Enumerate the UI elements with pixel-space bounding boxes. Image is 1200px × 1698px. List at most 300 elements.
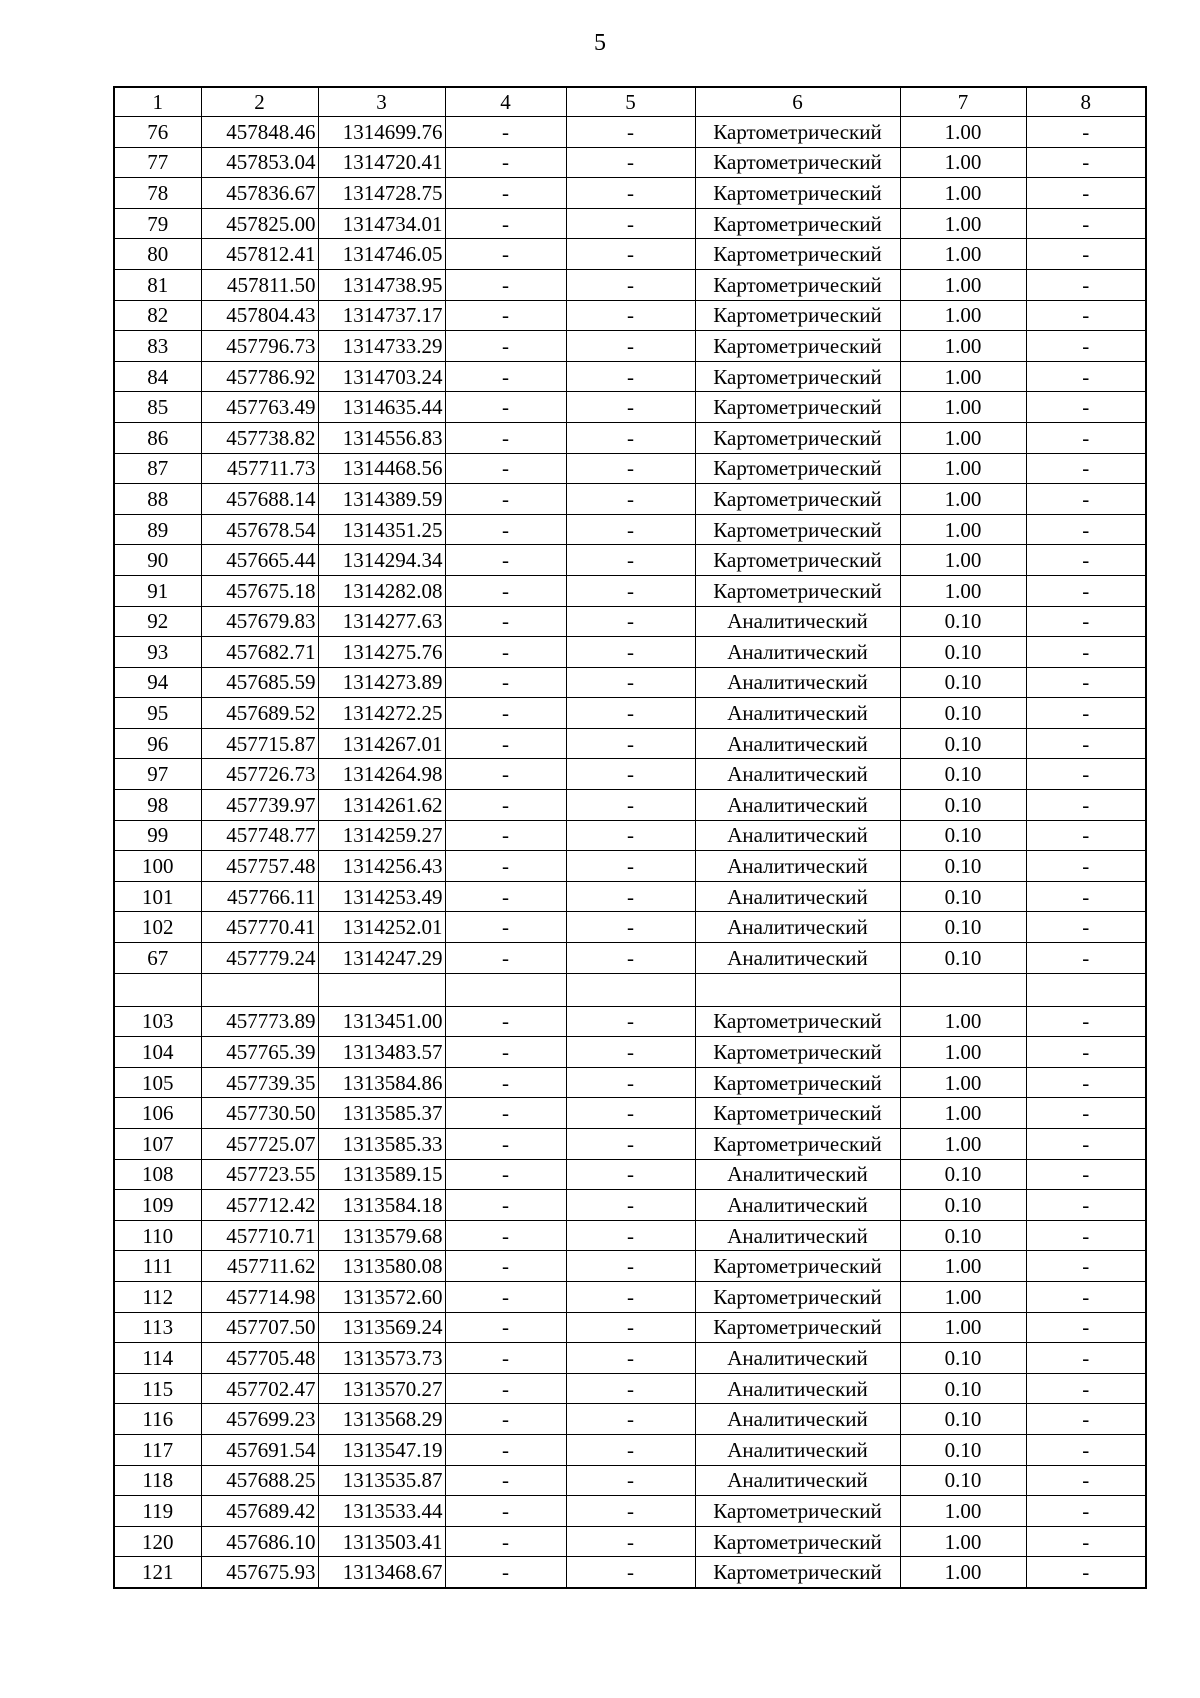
col4-cell: - <box>445 912 566 943</box>
method-cell: Картометрический <box>695 484 900 515</box>
col8-cell: - <box>1026 453 1146 484</box>
method-cell: Картометрический <box>695 1496 900 1527</box>
col5-cell: - <box>566 147 695 178</box>
method-cell: Аналитический <box>695 606 900 637</box>
y-coordinate-cell: 1314733.29 <box>318 331 445 362</box>
y-coordinate-cell: 1314294.34 <box>318 545 445 576</box>
x-coordinate-cell: 457678.54 <box>201 514 318 545</box>
col5-cell: - <box>566 239 695 270</box>
col8-cell: - <box>1026 331 1146 362</box>
table-row <box>114 422 1146 453</box>
accuracy-cell: 0.10 <box>900 820 1026 851</box>
col4-cell: - <box>445 881 566 912</box>
point-number-cell: 118 <box>114 1465 201 1496</box>
method-cell: Аналитический <box>695 698 900 729</box>
y-coordinate-cell: 1314247.29 <box>318 943 445 974</box>
y-coordinate-cell: 1314277.63 <box>318 606 445 637</box>
method-cell: Аналитический <box>695 1465 900 1496</box>
accuracy-cell: 1.00 <box>900 1281 1026 1312</box>
y-coordinate-cell: 1314556.83 <box>318 422 445 453</box>
table-row <box>114 1526 1146 1557</box>
point-number-cell: 81 <box>114 269 201 300</box>
x-coordinate-cell: 457853.04 <box>201 147 318 178</box>
col5-cell: - <box>566 117 695 148</box>
table-row <box>114 1037 1146 1068</box>
y-coordinate-cell: 1313580.08 <box>318 1251 445 1282</box>
col8-cell: - <box>1026 1159 1146 1190</box>
column-header-7: 7 <box>900 87 1026 117</box>
accuracy-cell: 1.00 <box>900 117 1026 148</box>
accuracy-cell: 0.10 <box>900 1373 1026 1404</box>
col5-cell: - <box>566 453 695 484</box>
x-coordinate-cell: 457836.67 <box>201 178 318 209</box>
table-row <box>114 1190 1146 1221</box>
y-coordinate-cell: 1314468.56 <box>318 453 445 484</box>
x-coordinate-cell: 457682.71 <box>201 637 318 668</box>
col4-cell: - <box>445 239 566 270</box>
y-coordinate-cell: 1313533.44 <box>318 1496 445 1527</box>
y-coordinate-cell: 1314738.95 <box>318 269 445 300</box>
col4-cell: - <box>445 178 566 209</box>
table-row <box>114 117 1146 148</box>
col8-cell: - <box>1026 759 1146 790</box>
col8-cell: - <box>1026 117 1146 148</box>
method-cell: Картометрический <box>695 331 900 362</box>
accuracy-cell: 0.10 <box>900 790 1026 821</box>
table-row <box>114 575 1146 606</box>
col8-cell: - <box>1026 269 1146 300</box>
table-row <box>114 1557 1146 1588</box>
accuracy-cell: 1.00 <box>900 453 1026 484</box>
col8-cell: - <box>1026 1373 1146 1404</box>
accuracy-cell: 0.10 <box>900 698 1026 729</box>
y-coordinate-cell: 1313451.00 <box>318 1006 445 1037</box>
col5-cell: - <box>566 514 695 545</box>
accuracy-cell: 1.00 <box>900 1098 1026 1129</box>
x-coordinate-cell: 457804.43 <box>201 300 318 331</box>
x-coordinate-cell: 457748.77 <box>201 820 318 851</box>
page-number: 5 <box>594 30 606 56</box>
col4-cell: - <box>445 514 566 545</box>
col8-cell: - <box>1026 1190 1146 1221</box>
accuracy-cell: 0.10 <box>900 912 1026 943</box>
accuracy-cell: 0.10 <box>900 1190 1026 1221</box>
y-coordinate-cell: 1314267.01 <box>318 728 445 759</box>
table-row <box>114 1496 1146 1527</box>
accuracy-cell: 1.00 <box>900 239 1026 270</box>
col4-cell: - <box>445 361 566 392</box>
point-number-cell: 117 <box>114 1434 201 1465</box>
col5-cell: - <box>566 1006 695 1037</box>
x-coordinate-cell: 457723.55 <box>201 1159 318 1190</box>
accuracy-cell: 1.00 <box>900 545 1026 576</box>
col4-cell: - <box>445 1006 566 1037</box>
x-coordinate-cell: 457705.48 <box>201 1343 318 1374</box>
method-cell: Картометрический <box>695 453 900 484</box>
accuracy-cell: 1.00 <box>900 1526 1026 1557</box>
method-cell: Аналитический <box>695 667 900 698</box>
accuracy-cell: 0.10 <box>900 943 1026 974</box>
col8-cell: - <box>1026 1281 1146 1312</box>
y-coordinate-cell: 1313589.15 <box>318 1159 445 1190</box>
col8-cell: - <box>1026 361 1146 392</box>
x-coordinate-cell: 457730.50 <box>201 1098 318 1129</box>
y-coordinate-cell: 1314261.62 <box>318 790 445 821</box>
method-cell: Аналитический <box>695 637 900 668</box>
method-cell: Картометрический <box>695 392 900 423</box>
col8-cell: - <box>1026 1251 1146 1282</box>
point-number-cell: 87 <box>114 453 201 484</box>
y-coordinate-cell: 1314746.05 <box>318 239 445 270</box>
table-row <box>114 1251 1146 1282</box>
x-coordinate-cell: 457699.23 <box>201 1404 318 1435</box>
method-cell: Аналитический <box>695 820 900 851</box>
accuracy-cell: 0.10 <box>900 759 1026 790</box>
col4-cell: - <box>445 637 566 668</box>
col4-cell: - <box>445 1557 566 1588</box>
column-header-6: 6 <box>695 87 900 117</box>
col8-cell: - <box>1026 1404 1146 1435</box>
x-coordinate-cell: 457738.82 <box>201 422 318 453</box>
col5-cell: - <box>566 300 695 331</box>
accuracy-cell: 0.10 <box>900 1220 1026 1251</box>
table-row <box>114 208 1146 239</box>
y-coordinate-cell: 1314389.59 <box>318 484 445 515</box>
x-coordinate-cell: 457770.41 <box>201 912 318 943</box>
col8-cell: - <box>1026 851 1146 882</box>
col5-cell: - <box>566 1373 695 1404</box>
point-number-cell: 99 <box>114 820 201 851</box>
x-coordinate-cell: 457796.73 <box>201 331 318 362</box>
x-coordinate-cell <box>201 973 318 1006</box>
accuracy-cell: 1.00 <box>900 361 1026 392</box>
col4-cell: - <box>445 1343 566 1374</box>
table-row <box>114 851 1146 882</box>
accuracy-cell: 1.00 <box>900 269 1026 300</box>
y-coordinate-cell: 1313585.37 <box>318 1098 445 1129</box>
y-coordinate-cell: 1314635.44 <box>318 392 445 423</box>
y-coordinate-cell: 1313483.57 <box>318 1037 445 1068</box>
accuracy-cell: 0.10 <box>900 728 1026 759</box>
x-coordinate-cell: 457739.97 <box>201 790 318 821</box>
method-cell: Картометрический <box>695 575 900 606</box>
col8-cell: - <box>1026 820 1146 851</box>
col4-cell: - <box>445 728 566 759</box>
col4-cell: - <box>445 545 566 576</box>
x-coordinate-cell: 457707.50 <box>201 1312 318 1343</box>
method-cell: Аналитический <box>695 912 900 943</box>
table-row <box>114 269 1146 300</box>
method-cell: Картометрический <box>695 1557 900 1588</box>
method-cell: Аналитический <box>695 1190 900 1221</box>
col8-cell: - <box>1026 575 1146 606</box>
method-cell: Картометрический <box>695 1281 900 1312</box>
coordinates-table <box>113 86 1147 1589</box>
accuracy-cell: 1.00 <box>900 1312 1026 1343</box>
point-number-cell: 101 <box>114 881 201 912</box>
col8-cell: - <box>1026 239 1146 270</box>
accuracy-cell: 1.00 <box>900 178 1026 209</box>
point-number-cell: 96 <box>114 728 201 759</box>
col4-cell: - <box>445 759 566 790</box>
table-row <box>114 147 1146 178</box>
accuracy-cell: 1.00 <box>900 514 1026 545</box>
col4-cell: - <box>445 943 566 974</box>
col5-cell: - <box>566 545 695 576</box>
method-cell: Картометрический <box>695 269 900 300</box>
table-row <box>114 484 1146 515</box>
method-cell: Аналитический <box>695 1373 900 1404</box>
method-cell: Картометрический <box>695 1251 900 1282</box>
x-coordinate-cell: 457763.49 <box>201 392 318 423</box>
col4-cell: - <box>445 392 566 423</box>
point-number-cell: 93 <box>114 637 201 668</box>
col5-cell: - <box>566 1312 695 1343</box>
y-coordinate-cell: 1314351.25 <box>318 514 445 545</box>
x-coordinate-cell: 457685.59 <box>201 667 318 698</box>
x-coordinate-cell: 457665.44 <box>201 545 318 576</box>
col4-cell: - <box>445 667 566 698</box>
col8-cell: - <box>1026 1006 1146 1037</box>
method-cell <box>695 973 900 1006</box>
y-coordinate-cell: 1314275.76 <box>318 637 445 668</box>
accuracy-cell: 1.00 <box>900 1557 1026 1588</box>
x-coordinate-cell: 457773.89 <box>201 1006 318 1037</box>
method-cell: Картометрический <box>695 1098 900 1129</box>
table-row <box>114 820 1146 851</box>
point-number-cell: 80 <box>114 239 201 270</box>
table-row <box>114 1281 1146 1312</box>
method-cell: Картометрический <box>695 422 900 453</box>
method-cell: Картометрический <box>695 514 900 545</box>
method-cell: Аналитический <box>695 1404 900 1435</box>
table-row <box>114 1067 1146 1098</box>
accuracy-cell: 0.10 <box>900 1465 1026 1496</box>
col4-cell: - <box>445 208 566 239</box>
point-number-cell: 114 <box>114 1343 201 1374</box>
col8-cell: - <box>1026 1098 1146 1129</box>
method-cell: Аналитический <box>695 1434 900 1465</box>
col5-cell: - <box>566 1281 695 1312</box>
point-number-cell: 90 <box>114 545 201 576</box>
column-header-8: 8 <box>1026 87 1146 117</box>
table-row <box>114 606 1146 637</box>
accuracy-cell: 1.00 <box>900 1037 1026 1068</box>
method-cell: Картометрический <box>695 117 900 148</box>
col4-cell: - <box>445 1129 566 1160</box>
x-coordinate-cell: 457712.42 <box>201 1190 318 1221</box>
col8-cell: - <box>1026 178 1146 209</box>
point-number-cell: 115 <box>114 1373 201 1404</box>
col5-cell: - <box>566 1434 695 1465</box>
point-number-cell: 78 <box>114 178 201 209</box>
table-row <box>114 943 1146 974</box>
x-coordinate-cell: 457679.83 <box>201 606 318 637</box>
accuracy-cell: 1.00 <box>900 1067 1026 1098</box>
point-number-cell: 106 <box>114 1098 201 1129</box>
accuracy-cell <box>900 973 1026 1006</box>
table-row <box>114 1434 1146 1465</box>
table-row <box>114 881 1146 912</box>
col5-cell: - <box>566 820 695 851</box>
col8-cell: - <box>1026 606 1146 637</box>
y-coordinate-cell: 1314259.27 <box>318 820 445 851</box>
col5-cell: - <box>566 1129 695 1160</box>
accuracy-cell: 1.00 <box>900 1129 1026 1160</box>
y-coordinate-cell: 1314703.24 <box>318 361 445 392</box>
x-coordinate-cell: 457711.62 <box>201 1251 318 1282</box>
col5-cell: - <box>566 881 695 912</box>
col4-cell: - <box>445 300 566 331</box>
point-number-cell: 92 <box>114 606 201 637</box>
accuracy-cell: 1.00 <box>900 300 1026 331</box>
accuracy-cell: 1.00 <box>900 392 1026 423</box>
x-coordinate-cell: 457714.98 <box>201 1281 318 1312</box>
method-cell: Картометрический <box>695 178 900 209</box>
column-header-4: 4 <box>445 87 566 117</box>
y-coordinate-cell: 1314737.17 <box>318 300 445 331</box>
method-cell: Аналитический <box>695 1159 900 1190</box>
accuracy-cell: 1.00 <box>900 331 1026 362</box>
col4-cell: - <box>445 606 566 637</box>
accuracy-cell: 0.10 <box>900 606 1026 637</box>
col8-cell: - <box>1026 1220 1146 1251</box>
point-number-cell <box>114 973 201 1006</box>
y-coordinate-cell: 1314734.01 <box>318 208 445 239</box>
y-coordinate-cell: 1314252.01 <box>318 912 445 943</box>
col8-cell: - <box>1026 1067 1146 1098</box>
y-coordinate-cell: 1314282.08 <box>318 575 445 606</box>
col5-cell <box>566 973 695 1006</box>
method-cell: Картометрический <box>695 1312 900 1343</box>
x-coordinate-cell: 457812.41 <box>201 239 318 270</box>
col5-cell: - <box>566 1251 695 1282</box>
col5-cell: - <box>566 1557 695 1588</box>
method-cell: Картометрический <box>695 239 900 270</box>
col4-cell: - <box>445 1496 566 1527</box>
col5-cell: - <box>566 1067 695 1098</box>
point-number-cell: 91 <box>114 575 201 606</box>
col4-cell: - <box>445 1251 566 1282</box>
accuracy-cell: 0.10 <box>900 667 1026 698</box>
table-row <box>114 1006 1146 1037</box>
col4-cell: - <box>445 1312 566 1343</box>
y-coordinate-cell: 1313572.60 <box>318 1281 445 1312</box>
point-number-cell: 121 <box>114 1557 201 1588</box>
point-number-cell: 104 <box>114 1037 201 1068</box>
column-header-5: 5 <box>566 87 695 117</box>
x-coordinate-cell: 457726.73 <box>201 759 318 790</box>
col8-cell: - <box>1026 422 1146 453</box>
y-coordinate-cell: 1314720.41 <box>318 147 445 178</box>
col5-cell: - <box>566 1465 695 1496</box>
col4-cell: - <box>445 1098 566 1129</box>
col5-cell: - <box>566 943 695 974</box>
method-cell: Аналитический <box>695 790 900 821</box>
x-coordinate-cell: 457825.00 <box>201 208 318 239</box>
x-coordinate-cell: 457702.47 <box>201 1373 318 1404</box>
col8-cell: - <box>1026 667 1146 698</box>
table-row <box>114 545 1146 576</box>
table-row-blank <box>114 973 1146 1006</box>
col8-cell: - <box>1026 484 1146 515</box>
col5-cell: - <box>566 637 695 668</box>
y-coordinate-cell: 1313585.33 <box>318 1129 445 1160</box>
point-number-cell: 113 <box>114 1312 201 1343</box>
point-number-cell: 120 <box>114 1526 201 1557</box>
method-cell: Аналитический <box>695 728 900 759</box>
method-cell: Аналитический <box>695 1343 900 1374</box>
col8-cell: - <box>1026 300 1146 331</box>
accuracy-cell: 0.10 <box>900 637 1026 668</box>
col5-cell: - <box>566 1098 695 1129</box>
col4-cell: - <box>445 1404 566 1435</box>
col4-cell: - <box>445 1159 566 1190</box>
col5-cell: - <box>566 422 695 453</box>
accuracy-cell: 1.00 <box>900 575 1026 606</box>
y-coordinate-cell: 1313503.41 <box>318 1526 445 1557</box>
x-coordinate-cell: 457689.52 <box>201 698 318 729</box>
col5-cell: - <box>566 178 695 209</box>
method-cell: Картометрический <box>695 300 900 331</box>
point-number-cell: 77 <box>114 147 201 178</box>
table-row <box>114 1129 1146 1160</box>
point-number-cell: 95 <box>114 698 201 729</box>
y-coordinate-cell: 1313579.68 <box>318 1220 445 1251</box>
col4-cell: - <box>445 1281 566 1312</box>
col8-cell: - <box>1026 514 1146 545</box>
point-number-cell: 85 <box>114 392 201 423</box>
accuracy-cell: 0.10 <box>900 1159 1026 1190</box>
x-coordinate-cell: 457786.92 <box>201 361 318 392</box>
y-coordinate-cell: 1314256.43 <box>318 851 445 882</box>
y-coordinate-cell: 1314273.89 <box>318 667 445 698</box>
table-row <box>114 1343 1146 1374</box>
col8-cell: - <box>1026 943 1146 974</box>
table-row <box>114 728 1146 759</box>
col4-cell: - <box>445 820 566 851</box>
col5-cell: - <box>566 1220 695 1251</box>
col8-cell: - <box>1026 1037 1146 1068</box>
y-coordinate-cell: 1313569.24 <box>318 1312 445 1343</box>
y-coordinate-cell: 1314272.25 <box>318 698 445 729</box>
col5-cell: - <box>566 1159 695 1190</box>
col5-cell: - <box>566 361 695 392</box>
point-number-cell: 109 <box>114 1190 201 1221</box>
x-coordinate-cell: 457711.73 <box>201 453 318 484</box>
point-number-cell: 111 <box>114 1251 201 1282</box>
x-coordinate-cell: 457779.24 <box>201 943 318 974</box>
col5-cell: - <box>566 1526 695 1557</box>
x-coordinate-cell: 457725.07 <box>201 1129 318 1160</box>
col4-cell: - <box>445 790 566 821</box>
col8-cell: - <box>1026 208 1146 239</box>
col5-cell: - <box>566 728 695 759</box>
table-row <box>114 239 1146 270</box>
method-cell: Картометрический <box>695 1037 900 1068</box>
x-coordinate-cell: 457766.11 <box>201 881 318 912</box>
method-cell: Картометрический <box>695 147 900 178</box>
accuracy-cell: 1.00 <box>900 1251 1026 1282</box>
col8-cell: - <box>1026 1129 1146 1160</box>
point-number-cell: 119 <box>114 1496 201 1527</box>
point-number-cell: 100 <box>114 851 201 882</box>
col8-cell: - <box>1026 912 1146 943</box>
point-number-cell: 105 <box>114 1067 201 1098</box>
x-coordinate-cell: 457715.87 <box>201 728 318 759</box>
col4-cell: - <box>445 1373 566 1404</box>
accuracy-cell: 0.10 <box>900 1434 1026 1465</box>
